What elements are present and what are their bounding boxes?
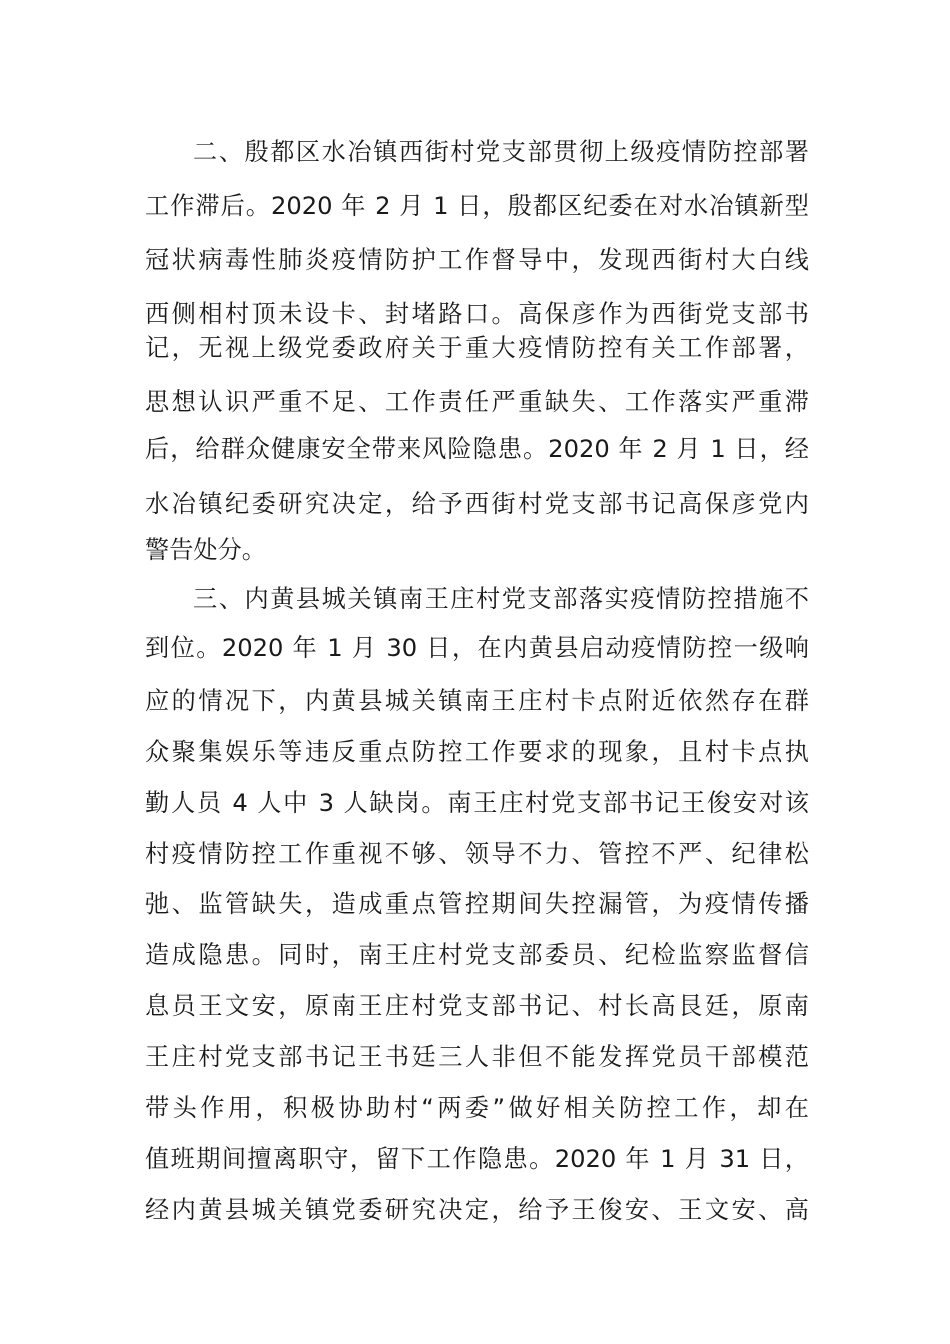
text-line: 众聚集娱乐等违反重点防控工作要求的现象，且村卡点执 bbox=[145, 738, 809, 766]
text-line: 后，给群众健康安全带来风险隐患。2020 年 2 月 1 日，经 bbox=[145, 435, 809, 463]
text-line: 带头作用，积极协助村“两委”做好相关防控工作，却在 bbox=[145, 1094, 809, 1122]
text-line: 水冶镇纪委研究决定，给予西街村党支部书记高保彦党内 bbox=[145, 490, 809, 518]
text-line: 三、内黄县城关镇南王庄村党支部落实疫情防控措施不 bbox=[193, 585, 809, 613]
text-line: 到位。2020 年 1 月 30 日，在内黄县启动疫情防控一级响 bbox=[145, 634, 809, 662]
text-line: 王庄村党支部书记王书廷三人非但不能发挥党员干部模范 bbox=[145, 1043, 809, 1071]
text-line: 村疫情防控工作重视不够、领导不力、管控不严、纪律松 bbox=[145, 840, 809, 868]
text-line: 思想认识严重不足、工作责任严重缺失、工作落实严重滞 bbox=[145, 388, 809, 416]
text-line: 工作滞后。2020 年 2 月 1 日，殷都区纪委在对水冶镇新型 bbox=[145, 192, 809, 220]
text-line: 冠状病毒性肺炎疫情防护工作督导中，发现西街村大白线 bbox=[145, 246, 809, 274]
text-line: 息员王文安，原南王庄村党支部书记、村长高艮廷，原南 bbox=[145, 992, 809, 1020]
text-line: 经内黄县城关镇党委研究决定，给予王俊安、王文安、高 bbox=[145, 1196, 809, 1224]
text-line: 警告处分。 bbox=[145, 536, 266, 564]
text-line: 记，无视上级党委政府关于重大疫情防控有关工作部署， bbox=[145, 334, 809, 362]
text-line: 二、殷都区水冶镇西街村党支部贯彻上级疫情防控部署 bbox=[193, 138, 809, 166]
text-line: 西侧相村顶未设卡、封堵路口。高保彦作为西街党支部书 bbox=[145, 300, 809, 328]
text-line: 值班期间擅离职守，留下工作隐患。2020 年 1 月 31 日， bbox=[145, 1145, 809, 1173]
text-line: 应的情况下，内黄县城关镇南王庄村卡点附近依然存在群 bbox=[145, 687, 809, 715]
text-line: 造成隐患。同时，南王庄村党支部委员、纪检监察监督信 bbox=[145, 941, 809, 969]
text-line: 弛、监管缺失，造成重点管控期间失控漏管，为疫情传播 bbox=[145, 890, 809, 918]
text-line: 勤人员 4 人中 3 人缺岗。南王庄村党支部书记王俊安对该 bbox=[145, 789, 809, 817]
